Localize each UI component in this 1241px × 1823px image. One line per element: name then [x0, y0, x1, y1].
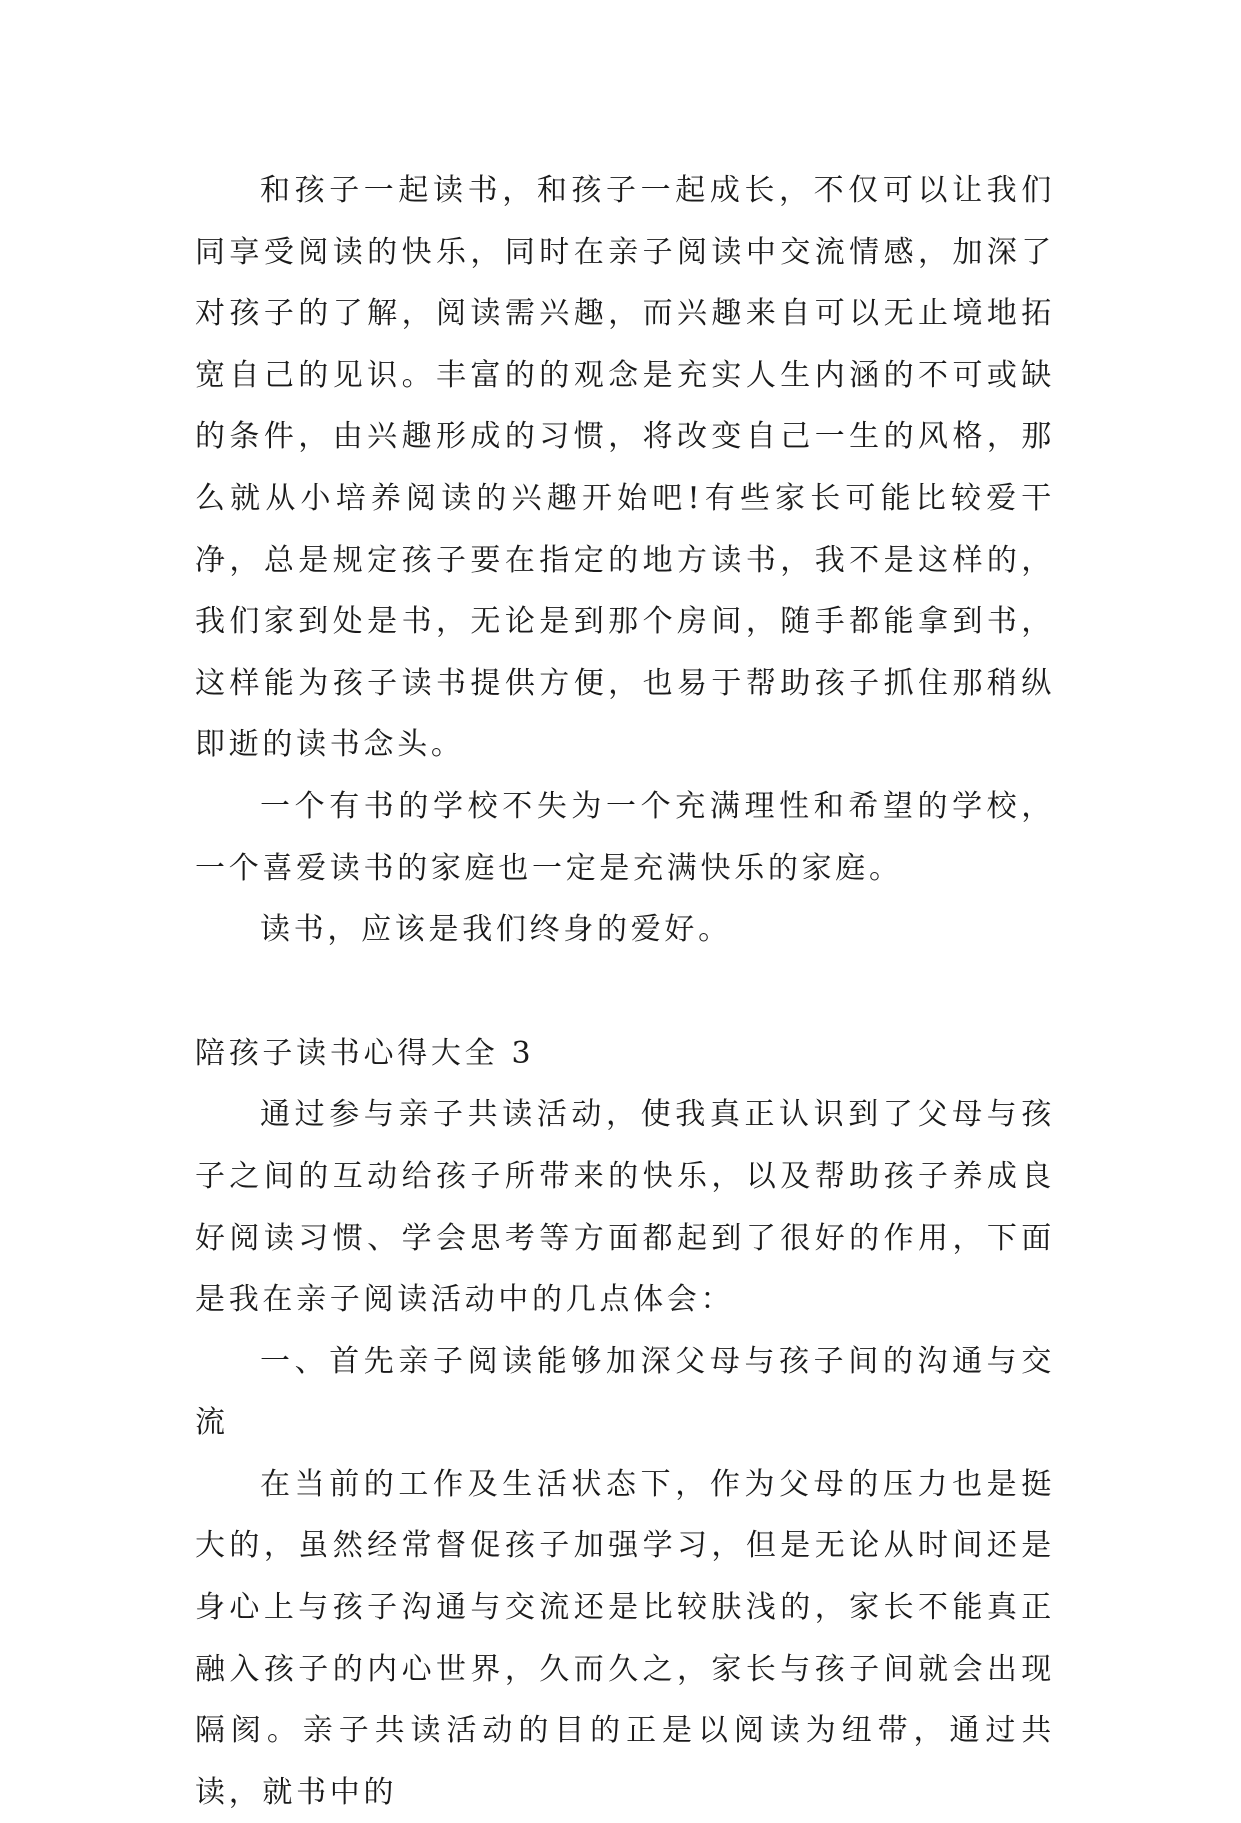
paragraph: 通过参与亲子共读活动，使我真正认识到了父母与孩子之间的互动给孩子所带来的快乐，以及帮助孩子养成良好阅读习惯、学会思考等方面都起到了很好的作用，下面是我在亲子阅读活动中的几点体会： — [195, 1097, 1055, 1318]
paragraph: 读书，应该是我们终身的爱好。 — [260, 912, 732, 948]
section-subheading: 一、首先亲子阅读能够加深父母与孩子间的沟通与交流 — [195, 1343, 1055, 1441]
paragraph: 在当前的工作及生活状态下，作为父母的压力也是挺大的，虽然经常督促孩子加强学习，但是无论从时间还是身心上与孩子沟通与交流还是比较肤浅的，家长不能真正融入孩子的内心世界，久而久之，家长与孩子间就会出现隔阂。亲子共读活动的目的正是以阅读为纽带，通过共读，就书中的 — [195, 1466, 1055, 1810]
document-body — [195, 160, 1055, 1823]
paragraph: 和孩子一起读书，和孩子一起成长，不仅可以让我们同享受阅读的快乐，同时在亲子阅读中交流情感，加深了对孩子的了解，阅读需兴趣，而兴趣来自可以无止境地拓宽自己的见识。丰富的的观念是充实人生内涵的不可或缺的条件，由兴趣形成的习惯，将改变自己一生的风格，那么就从小培养阅读的兴趣开始吧!有些家长可能比较爱干净，总是规定孩子要在指定的地方读书，我不是这样的，我们家到处是书，无论是到那个房间，随手都能拿到书，这样能为孩子读书提供方便，也易于帮助孩子抓住那稍纵即逝的读书念头。 — [195, 173, 1055, 763]
paragraph: 一个有书的学校不失为一个充满理性和希望的学校，一个喜爱读书的家庭也一定是充满快乐的家庭。 — [195, 788, 1055, 886]
section-title: 陪孩子读书心得大全 3 — [195, 1035, 535, 1071]
